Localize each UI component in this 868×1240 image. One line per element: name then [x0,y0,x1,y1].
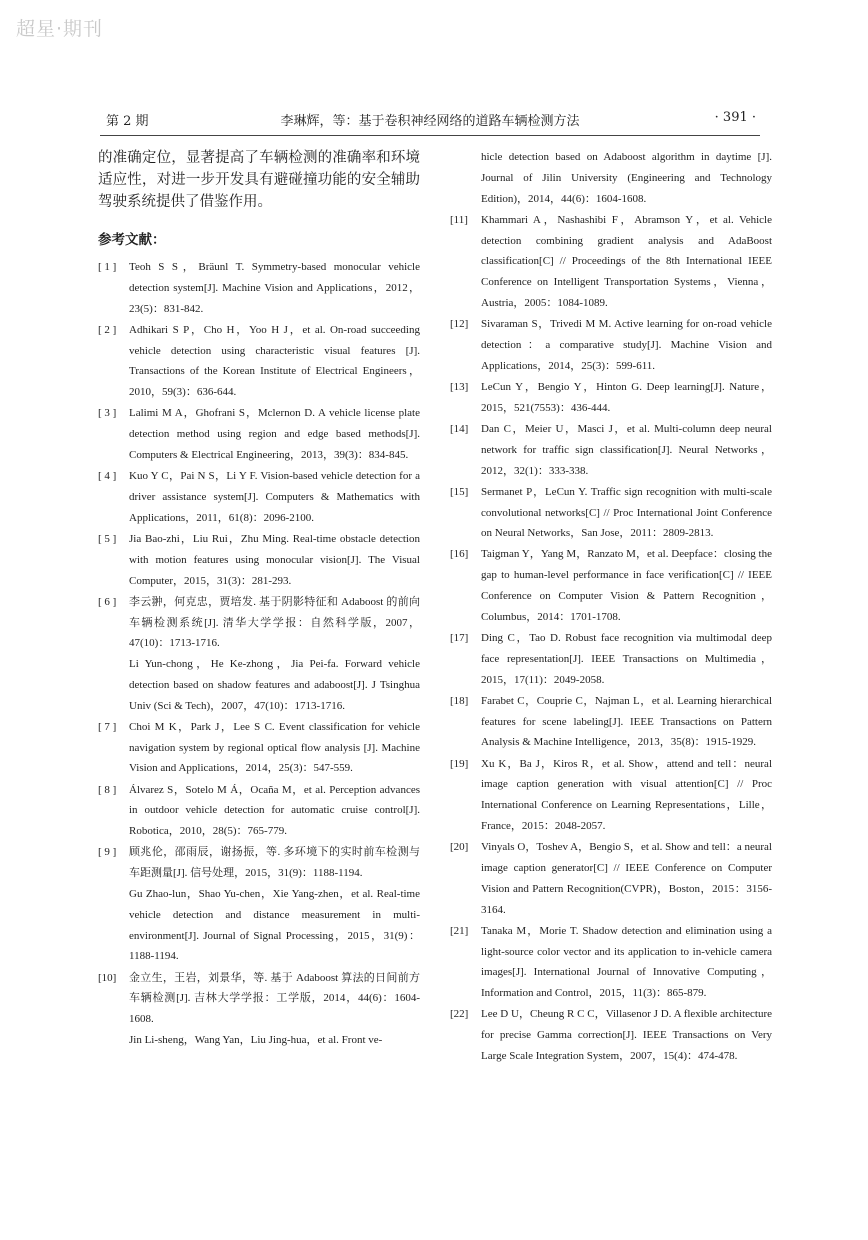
reference-item [98,780,420,842]
reference-item [98,466,420,528]
reference-text: Farabet C，Couprie C，Najman L，et al. Learning hierarchical features for scene labeling[J]. IEEE Transactions on Pattern Analysis & Machine Intelligence，2013，35(8)：1915-1929. [481,694,772,749]
reference-item [98,592,420,717]
reference-text: Choi M K，Park J，Lee S C. Event classification for vehicle navigation system by regional optical flow analysis [J]. Machine Vision and Applications，2014，25(3)：547-559. [129,720,420,775]
reference-number: [20] [450,841,469,854]
reference-text: Sivaraman S，Trivedi M M. Active learning for on-road vehicle detection：a comparative study[J]. Machine Vision and Applications，2014，25(3)：599-611. [481,318,772,372]
reference-text: Dan C，Meier U，Masci J，et al. Multi-column deep neural network for traffic sign classification[J]. Neural Networks，2012，32(1)：333-338. [481,422,772,477]
header-rule [100,135,760,136]
page-header [100,110,760,130]
reference-item [98,403,420,465]
reference-number: [18] [450,694,469,707]
reference-text: Tanaka M，Morie T. Shadow detection and elimination using a light-source color vector and its application to in-vehicle camera images[J]. International Journal of Innovative Computing，Information and Control，2015，11(3)：865-879. [481,924,772,1000]
reference-translation: Li Yun-chong，He Ke-zhong，Jia Pei-fa. Forward vehicle detection based on shadow features and adaboost[J]. J Tsinghua Univ (Sci & Tech)，2007，47(10)：1713-1716. [129,658,420,712]
reference-item [98,529,420,591]
reference-text: Lalimi M A，Ghofrani S，Mclernon D. A vehicle license plate detection method using region and edge based methods[J]. Computers & Electrical Engineering，2013，39(3)：834-845. [129,407,420,461]
reference-item [450,628,772,690]
issue-number: 第 2 期 [106,114,149,129]
reference-text: Vinyals O，Toshev A，Bengio S，et al. Show and tell：a neural image caption generator[C] // IEEE Conference on Computer Vision and Pattern Recognition(CVPR)，Boston，2015：3156-3164. [481,841,772,916]
reference-text: 李云翀，何克忠，贾培发. 基于阴影特征和 Adaboost 的前向车辆检测系统[J]. 清华大学学报：自然科学版，2007，47(10)：1713-1716. [129,595,420,650]
reference-text: Xu K，Ba J，Kiros R，et al. Show，attend and tell：neural image caption generation with visual attention[C] // Proc International Conference on Learning Representations，Lille，France，2015：2048-2057. [481,757,772,833]
reference-number: [16] [450,548,469,561]
reference-item [450,837,772,920]
reference-item [98,842,420,967]
reference-number: [ 9 ] [98,846,117,859]
reference-text: Jia Bao-zhi，Liu Rui，Zhu Ming. Real-time obstacle detection with motion features using monocular vision[J]. The Visual Computer，2015，31(3)：281-293. [129,532,420,587]
right-column [450,147,772,1067]
reference-number: [12] [450,318,469,331]
reference-number: [10] [98,971,117,984]
reference-text: hicle detection based on Adaboost algorithm in daytime [J]. Journal of Jilin University (Engineering and Technology Edition)，2014，44(6)：1604-1608. [481,151,772,205]
reference-text: Ding C，Tao D. Robust face recognition via multimodal deep face representation[J]. IEEE Transactions on Multimedia，2015，17(11)：2049-2058. [481,632,772,686]
reference-item [450,377,772,419]
reference-text: Lee D U，Cheung R C C，Villasenor J D. A flexible architecture for precise Gamma correction[J]. IEEE Transactions on Very Large Scale Integration System，2007，15(4)：474-478. [481,1008,772,1062]
reference-text: Taigman Y，Yang M，Ranzato M，et al. Deepface：closing the gap to human-level performance in face verification[C] // IEEE Conference on Computer Vision & Pattern Recognition，Columbus，2014：1701-1708. [481,548,772,623]
reference-text: Teoh S S，Bräunl T. Symmetry-based monocular vehicle detection system[J]. Machine Vision and Applications，2012，23(5)：831-842. [129,261,420,315]
reference-number: [ 6 ] [98,595,117,608]
reference-number: [14] [450,422,469,435]
reference-number: [ 7 ] [98,720,117,733]
reference-continuation [450,147,772,209]
reference-text: Kuo Y C，Pai N S，Li Y F. Vision-based vehicle detection for a driver assistance system[J]. Computers & Mathematics with Applications，2011，61(8)：2096-2100. [129,470,420,524]
reference-number: [15] [450,485,469,498]
reference-item [450,921,772,1004]
references-list-left [98,257,420,1051]
body-paragraph: 的准确定位，显著提高了车辆检测的准确率和环境适应性，对进一步开发具有避碰撞功能的安全辅助驾驶系统提供了借鉴作用。 [98,150,420,210]
reference-number: [21] [450,924,469,937]
references-heading: 参考文献： [98,232,166,248]
reference-item [98,968,420,1051]
reference-item [98,257,420,319]
reference-number: [ 1 ] [98,261,117,273]
running-title: 李琳辉，等：基于卷积神经网络的道路车辆检测方法 [280,114,580,129]
reference-item [450,210,772,314]
reference-item [98,320,420,403]
reference-number: [19] [450,757,469,770]
reference-number: [17] [450,632,469,645]
reference-number: [ 2 ] [98,323,117,336]
left-column [98,147,420,1051]
reference-number: [11] [450,213,468,226]
reference-translation: Jin Li-sheng，Wang Yan，Liu Jing-hua，et al. Front ve- [129,1034,383,1046]
reference-text: 金立生，王岩，刘景华，等. 基于 Adaboost 算法的日间前方车辆检测[J]. 吉林大学学报：工学版，2014，44(6)：1604-1608. [129,971,420,1026]
reference-text: Álvarez S，Sotelo M Á，Ocaña M，et al. Perception advances in outdoor vehicle detection for automatic cruise control[J]. Robotica，2010，28(5)：765-779. [129,783,420,838]
reference-number: [ 3 ] [98,407,117,420]
reference-number: [ 5 ] [98,532,117,545]
reference-item [98,717,420,779]
reference-item [450,1004,772,1066]
reference-number: [ 8 ] [98,783,117,796]
reference-item [450,754,772,837]
reference-number: [22] [450,1008,469,1021]
page-number: · 391 · [714,110,756,125]
watermark: 超星·期刊 [16,18,104,40]
reference-text: 顾兆伦，邵雨辰，谢扬振，等. 多环境下的实时前车检测与车距测量[J]. 信号处理，2015，31(9)：1188-1194. [129,846,420,880]
reference-item [450,544,772,627]
reference-text: Adhikari S P，Cho H，Yoo H J，et al. On-road succeeding vehicle detection using characteristic visual features [J]. Transactions of the Korean Institute of Electrical Engineers，2010，59(3)：636-644. [129,323,420,399]
references-list-right [450,210,772,1067]
reference-text: Khammari A，Nashashibi F，Abramson Y，et al. Vehicle detection combining gradient analysis and AdaBoost classification[C] // Proceedings of the 8th International IEEE Conference on Intelligent Transportation Systems，Vienna，Austria，2005：1084-1089. [481,213,772,309]
reference-translation: Gu Zhao-lun，Shao Yu-chen，Xie Yang-zhen，et al. Real-time vehicle detection and distance measurement in multi-environment[J]. Journal of Signal Processing，2015，31(9)：1188-1194. [129,888,420,963]
reference-text: Sermanet P，LeCun Y. Traffic sign recognition with multi-scale convolutional networks[C] // Proc International Joint Conference on Neural Networks，San Jose，2011：2809-2813. [481,485,772,540]
reference-item [450,691,772,753]
reference-item [450,482,772,544]
reference-item [450,419,772,481]
reference-number: [ 4 ] [98,470,117,483]
reference-number: [13] [450,380,469,393]
reference-text: LeCun Y，Bengio Y，Hinton G. Deep learning[J]. Nature，2015，521(7553)：436-444. [481,380,772,414]
reference-item [450,314,772,376]
